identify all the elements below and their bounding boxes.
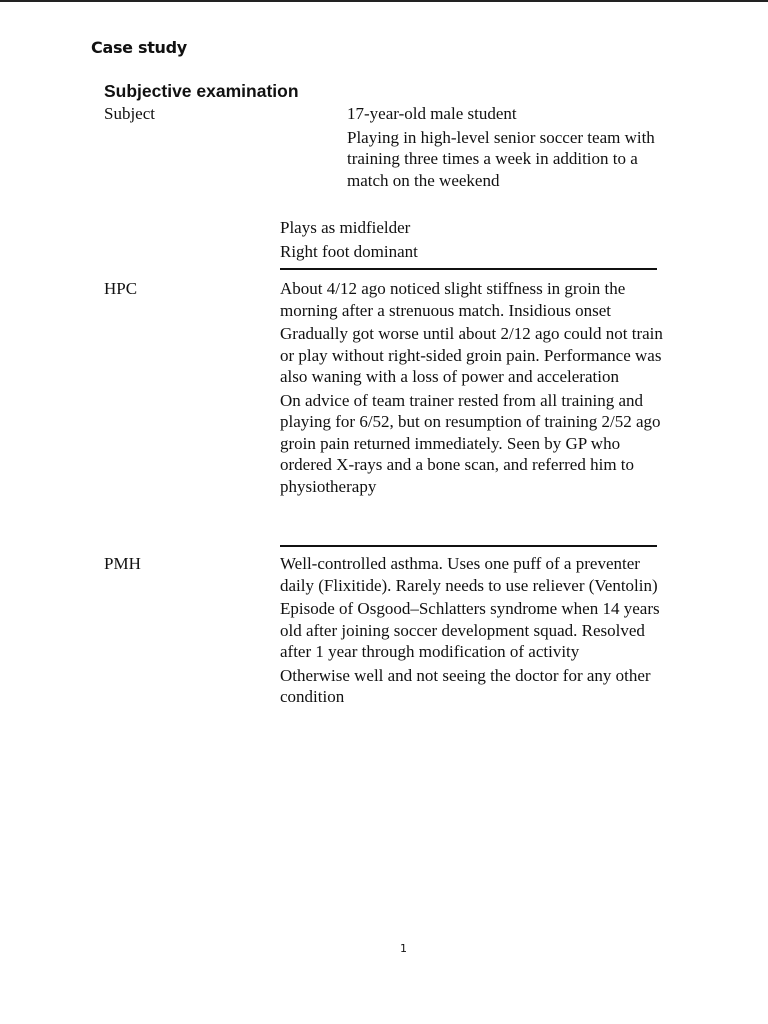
subject-line: Right foot dominant — [280, 241, 418, 261]
hpc-paragraph: Gradually got worse until about 2/12 ago could not train or play without right-sided groin pain. Performance was also waning with a loss of power and acceleration — [280, 324, 663, 386]
page-heading: Case study — [91, 38, 187, 57]
pmh-paragraph: Well-controlled asthma. Uses one puff of a preventer daily (Flixitide). Rarely needs to use reliever (Ventolin) — [280, 554, 658, 595]
pmh-paragraph: Otherwise well and not seeing the doctor for any other condition — [280, 665, 651, 706]
hpc-details — [280, 278, 672, 497]
subject-details — [347, 103, 667, 193]
top-border-rule — [0, 0, 768, 2]
section-divider — [280, 268, 657, 270]
section-title: Subjective examination — [104, 81, 299, 101]
subject-line: Playing in high-level senior soccer team with training three times a week in addition to a match on the weekend — [347, 127, 655, 190]
subject-line: Plays as midfielder — [280, 218, 411, 237]
subject-extra — [280, 217, 672, 262]
section-divider — [280, 545, 657, 547]
page-number: 1 — [400, 942, 407, 955]
subject-label: Subject — [104, 104, 155, 123]
pmh-paragraph: Episode of Osgood–Schlatters syndrome when 14 years old after joining soccer development squad. Resolved after 1 year through modification of activity — [280, 599, 660, 661]
subject-line: 17-year-old male student — [347, 104, 517, 123]
hpc-paragraph: On advice of team trainer rested from all training and playing for 6/52, but on resumption of training 2/52 ago groin pain returned immediately. Seen by GP who ordered X-rays and a bone scan, and referred him to physiotherapy — [280, 390, 661, 496]
hpc-label: HPC — [104, 279, 138, 298]
pmh-details — [280, 553, 672, 708]
pmh-label: PMH — [104, 554, 141, 573]
hpc-paragraph: About 4/12 ago noticed slight stiffness in groin the morning after a strenuous match. Insidious onset — [280, 279, 626, 320]
